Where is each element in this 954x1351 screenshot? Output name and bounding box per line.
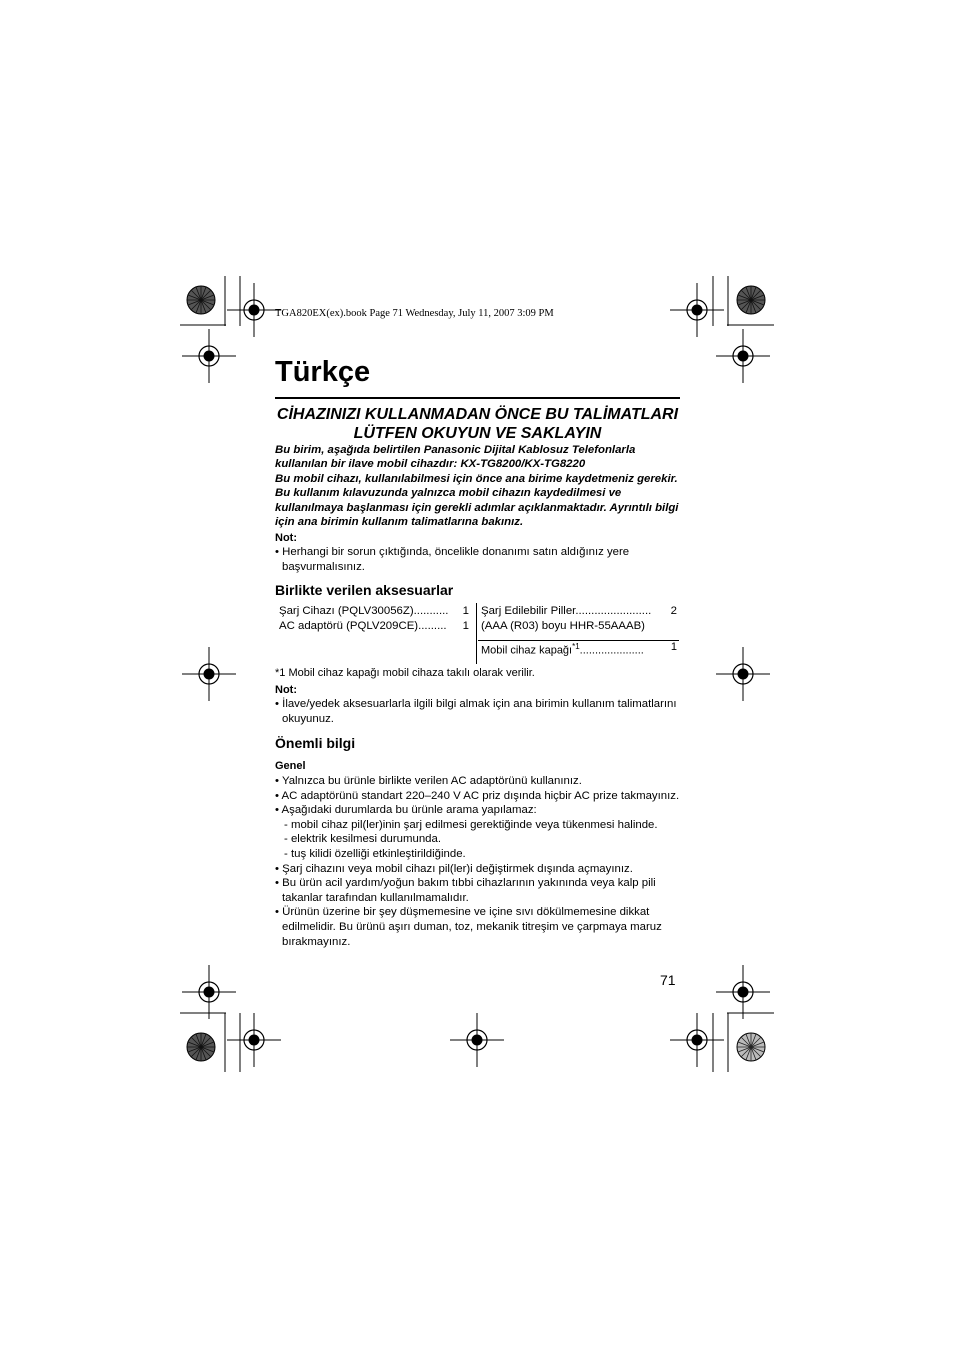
- accessory-name: Mobil cihaz kapağı: [481, 644, 573, 657]
- accessories-left-column: [279, 604, 469, 633]
- note-block-1: [275, 532, 680, 574]
- note-label: Not:: [275, 532, 297, 544]
- language-title: Türkçe: [275, 356, 371, 388]
- list-item: • Yalnızca bu ürünle birlikte verilen AC adaptörünü kullanınız.: [275, 775, 582, 787]
- main-heading-line2: LÜTFEN OKUYUN VE SAKLAYIN: [353, 425, 602, 442]
- list-item: • Şarj cihazını veya mobil cihazı pil(ler)i değiştirmek dışında açmayınız.: [275, 862, 633, 875]
- note-text: • İlave/yedek aksesuarlarla ilgili bilgi almak için ana birimin kullanım talimatlarını okuyunuz.: [275, 698, 677, 725]
- accessory-row: Şarj Cihazı (PQLV30056Z)........... 1: [279, 605, 469, 617]
- list-item: • AC adaptörünü standart 220–240 V AC priz dışında hiçbir AC prize takmayınız.: [275, 789, 680, 802]
- list-subitem: - elektrik kesilmesi durumunda.: [284, 833, 441, 846]
- accessories-right-column: [481, 604, 677, 658]
- accessory-qty: 1: [462, 619, 469, 632]
- list-subitem: - tuş kilidi özelliği etkinleştirildiğinde.: [284, 847, 466, 860]
- accessory-name: Şarj Cihazı (PQLV30056Z): [279, 605, 414, 617]
- accessory-qty: 1: [462, 605, 469, 617]
- accessory-qty: 2: [670, 605, 677, 617]
- accessory-row: Mobil cihaz kapağı$^{*1}$..................... 1: [481, 641, 677, 657]
- important-info-heading: Önemli bilgi: [275, 735, 356, 751]
- accessories-footnote: *1 Mobil cihaz kapağı mobil cihaza takılı olarak verilir.: [275, 667, 535, 679]
- intro-paragraph-1: Bu birim, aşağıda belirtilen Panasonic Dijital Kablosuz Telefonlarla kullanılan bir ilave mobil cihazdır: KX-TG8200/KX-TG8220: [275, 444, 636, 471]
- general-subheading: Genel: [275, 760, 306, 772]
- list-subitem: - mobil cihaz pil(ler)inin şarj edilmesi gerektiğinde veya tükenmesi halinde.: [284, 818, 658, 831]
- accessory-row: Şarj Edilebilir Piller........................ 2: [481, 605, 677, 617]
- note-text: • Herhangi bir sorun çıktığında, öncelikle donanımı satın aldığınız yere başvurmalısınız.: [275, 546, 630, 573]
- list-item: • Ürünün üzerine bir şey düşmemesine ve içine sıvı dökülmemesine dikkat edilmelidir. Bu ürünü aşırı duman, toz, mekanik titreşim ve çarpmaya maruz bırakmayınız.: [275, 906, 662, 948]
- note-block-2: [275, 684, 683, 726]
- accessories-heading: Birlikte verilen aksesuarlar: [275, 582, 454, 598]
- important-info-body: [275, 760, 685, 949]
- print-header-line: TGA820EX(ex).book Page 71 Wednesday, July 11, 2007 3:09 PM: [275, 308, 554, 319]
- list-item: • Aşağıdaki durumlarda bu ürünle arama yapılamaz:: [275, 804, 537, 817]
- intro-paragraph-2: Bu mobil cihazı, kullanılabilmesi için önce ana birime kaydetmeniz gerekir. Bu kullanım kılavuzunda yalnızca mobil cihazın kaydedilmesi ve kullanılmaya başlanması için gerekli adımlar açıklanmaktadır. Ayrıntılı bilgi için ana birimin kullanım talimatlarına bakınız.: [275, 472, 679, 529]
- note-label: Not:: [275, 684, 297, 696]
- page-number: 71: [660, 972, 676, 988]
- accessory-name: Şarj Edilebilir Piller: [481, 605, 576, 617]
- title-rule: [275, 397, 680, 399]
- main-heading-line1: CİHAZINIZI KULLANMADAN ÖNCE BU TALİMATLARI: [276, 406, 679, 423]
- main-heading: [275, 405, 680, 443]
- accessory-row: AC adaptörü (PQLV209CE)......... 1: [279, 619, 469, 632]
- accessories-column-divider: [476, 603, 477, 664]
- list-item: • Bu ürün acil yardım/yoğun bakım tıbbi cihazlarının yakınında veya kalp pili takanlar tarafından kullanılmamalıdır.: [275, 877, 656, 904]
- accessory-subtext: (AAA (R03) boyu HHR-55AAAB): [481, 619, 645, 632]
- footnote-marker: *1: [572, 642, 580, 652]
- intro-text: [275, 443, 683, 529]
- accessory-qty: 1: [670, 641, 677, 654]
- accessory-name: AC adaptörü (PQLV209CE): [279, 619, 419, 632]
